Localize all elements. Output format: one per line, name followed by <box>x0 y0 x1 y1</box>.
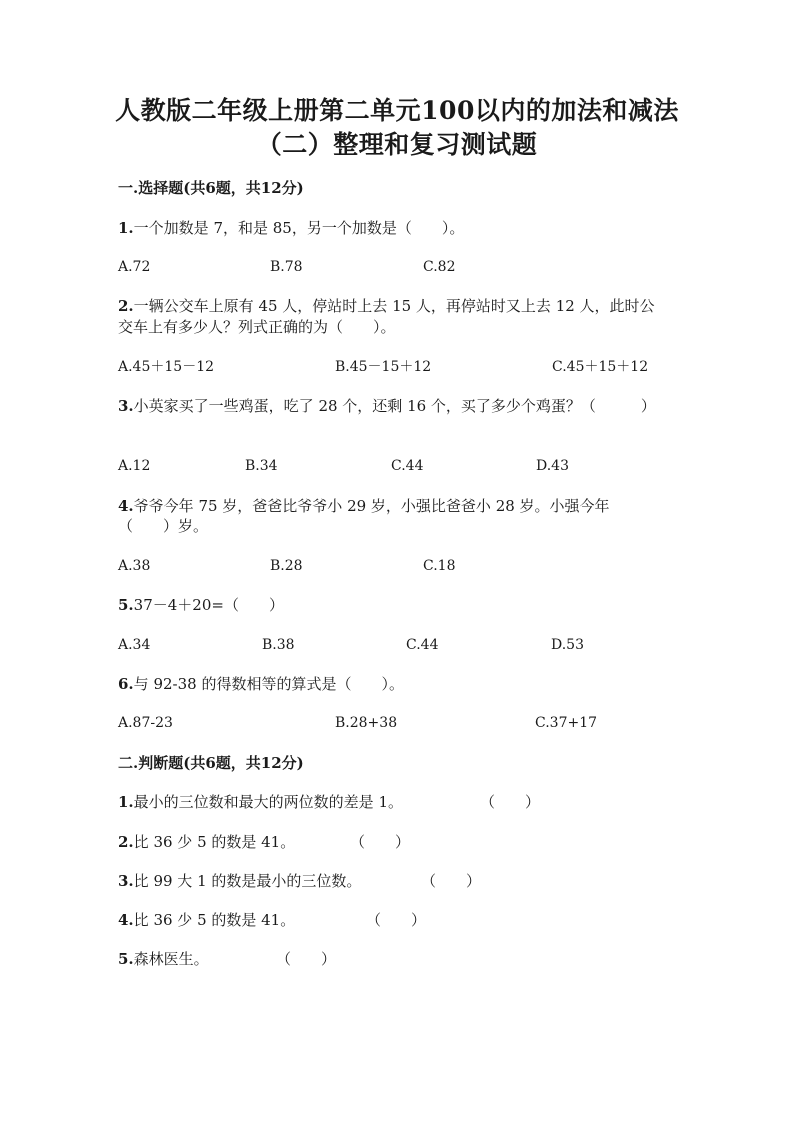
item-number: 5. <box>118 950 134 968</box>
option-a: A.38 <box>118 558 151 574</box>
page-title-line1: 人教版二年级上册第二单元100以内的加法和减法 <box>115 96 679 125</box>
question-text: 小英家买了一些鸡蛋，吃了 28 个，还剩 16 个，买了多少个鸡蛋？（ ） <box>133 397 656 415</box>
option-c: C.18 <box>423 558 456 574</box>
option-c: C.45＋15＋12 <box>552 359 649 375</box>
option-c: C.44 <box>406 637 439 653</box>
question-number: 4. <box>118 497 134 515</box>
question-number: 5. <box>118 596 134 614</box>
option-b: B.28 <box>270 558 303 574</box>
item-number: 4. <box>118 911 134 929</box>
answer-paren: （ ） <box>480 793 541 811</box>
option-b: B.34 <box>245 458 278 474</box>
question-4 <box>118 496 610 516</box>
question-text-line2: （ ）岁。 <box>118 517 209 535</box>
section-heading-choice: 一.选择题(共6题，共12分) <box>118 179 304 197</box>
question-3 <box>118 396 656 416</box>
question-5 <box>118 595 284 615</box>
option-a: A.12 <box>118 458 151 474</box>
option-b: B.28+38 <box>335 715 398 731</box>
answer-paren: （ ） <box>276 950 337 968</box>
question-text: 一个加数是 7，和是 85，另一个加数是（ ）。 <box>133 219 465 237</box>
option-a: A.45＋15－12 <box>118 359 215 375</box>
question-6 <box>118 674 404 694</box>
judge-item-4 <box>118 910 295 930</box>
question-number: 6. <box>118 675 134 693</box>
option-d: D.43 <box>536 458 569 474</box>
option-a: A.34 <box>118 637 151 653</box>
answer-paren: （ ） <box>366 911 427 929</box>
item-text: 比 36 少 5 的数是 41。 <box>133 833 296 851</box>
question-number: 1. <box>118 219 134 237</box>
answer-paren: （ ） <box>350 833 411 851</box>
option-b: B.45－15＋12 <box>335 359 432 375</box>
option-c: C.44 <box>391 458 424 474</box>
question-text: 与 92-38 的得数相等的算式是（ ）。 <box>133 675 404 693</box>
page-title-line2: （二）整理和复习测试题 <box>256 130 538 159</box>
item-number: 1. <box>118 793 134 811</box>
option-b: B.38 <box>262 637 295 653</box>
item-text: 最小的三位数和最大的两位数的差是 1。 <box>133 793 403 811</box>
question-number: 2. <box>118 297 134 315</box>
judge-item-5 <box>118 949 209 969</box>
item-number: 3. <box>118 872 134 890</box>
option-a: A.87-23 <box>118 715 173 731</box>
answer-paren: （ ） <box>421 872 482 890</box>
question-text: 37－4＋20=（ ） <box>133 596 284 614</box>
option-c: C.37+17 <box>535 715 598 731</box>
item-number: 2. <box>118 833 134 851</box>
question-text-line2: 交车上有多少人？列式正确的为（ ）。 <box>118 318 396 336</box>
item-text: 比 36 少 5 的数是 41。 <box>133 911 296 929</box>
option-d: D.53 <box>551 637 584 653</box>
question-number: 3. <box>118 397 134 415</box>
item-text: 森林医生。 <box>133 950 209 968</box>
judge-item-3 <box>118 871 361 891</box>
item-text: 比 99 大 1 的数是最小的三位数。 <box>133 872 362 890</box>
option-c: C.82 <box>423 259 456 275</box>
question-2 <box>118 296 655 316</box>
judge-item-1 <box>118 792 403 812</box>
judge-item-2 <box>118 832 295 852</box>
option-a: A.72 <box>118 259 151 275</box>
option-b: B.78 <box>270 259 303 275</box>
question-text-line1: 爷爷今年 75 岁，爸爸比爷爷小 29 岁，小强比爸爸小 28 岁。小强今年 <box>133 497 610 515</box>
question-text-line1: 一辆公交车上原有 45 人，停站时上去 15 人，再停站时又上去 12 人，此时公 <box>133 297 655 315</box>
question-1 <box>118 218 464 238</box>
section-heading-judge: 二.判断题(共6题，共12分) <box>118 754 304 772</box>
